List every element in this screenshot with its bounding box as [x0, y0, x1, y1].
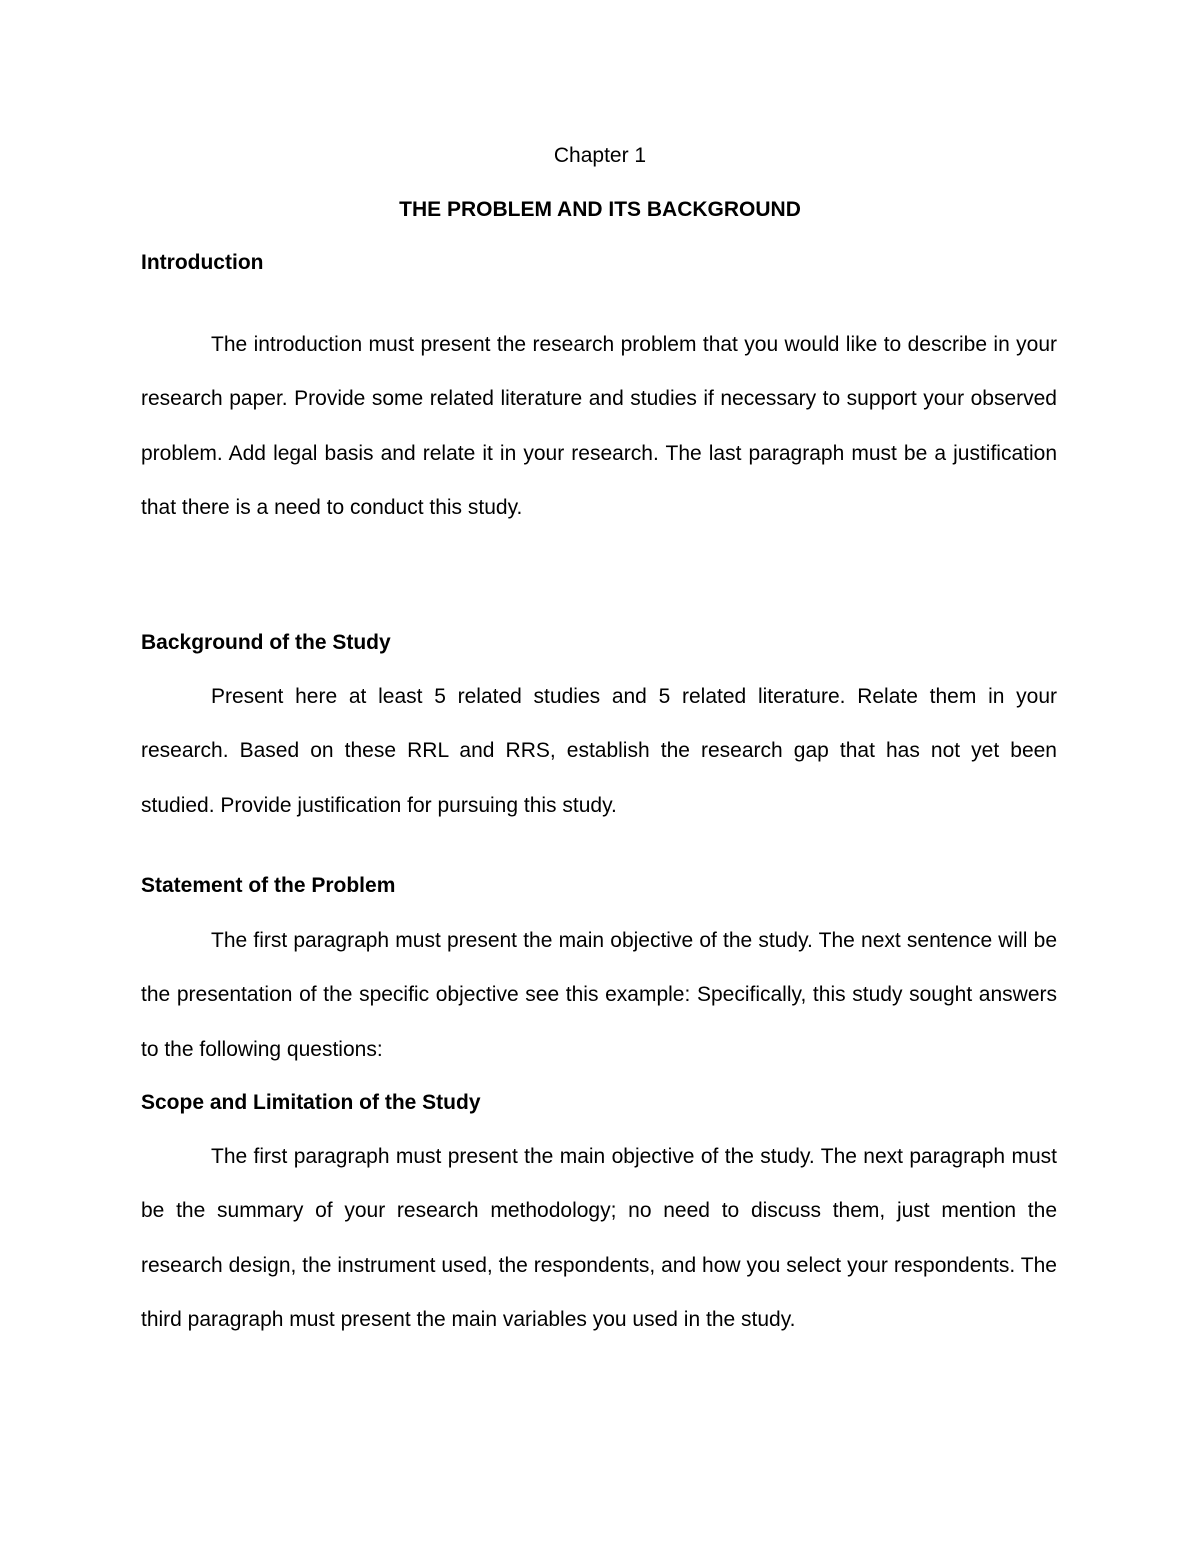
section-heading-introduction: Introduction	[141, 251, 264, 274]
section-body-introduction: The introduction must present the research problem that you would like to describe in your research paper. Provide some related literature and studies if necessary to support your observed problem. Add legal basis and relate it in your research. The last paragraph must be a justification that there is a need to conduct this study.	[141, 333, 1057, 519]
section-heading-statement-of-problem: Statement of the Problem	[141, 874, 396, 897]
section-heading-background: Background of the Study	[141, 631, 391, 654]
chapter-title: THE PROBLEM AND ITS BACKGROUND	[399, 198, 801, 221]
section-heading-scope-and-limitation: Scope and Limitation of the Study	[141, 1091, 481, 1114]
section-body-scope-and-limitation: The first paragraph must present the main objective of the study. The next paragraph must be the summary of your research methodology; no need to discuss them, just mention the research design, the instrument used, the respondents, and how you select your respondents. The third paragraph must present the main variables you used in the study.	[141, 1145, 1057, 1331]
section-body-background: Present here at least 5 related studies and 5 related literature. Relate them in your research. Based on these RRL and RRS, establish the research gap that has not yet been studied. Provide justification for pursuing this study.	[141, 685, 1057, 817]
section-body-statement-of-problem: The first paragraph must present the main objective of the study. The next sentence will be the presentation of the specific objective see this example: Specifically, this study sought answers to the following questions:	[141, 929, 1057, 1061]
chapter-label: Chapter 1	[553, 144, 647, 167]
